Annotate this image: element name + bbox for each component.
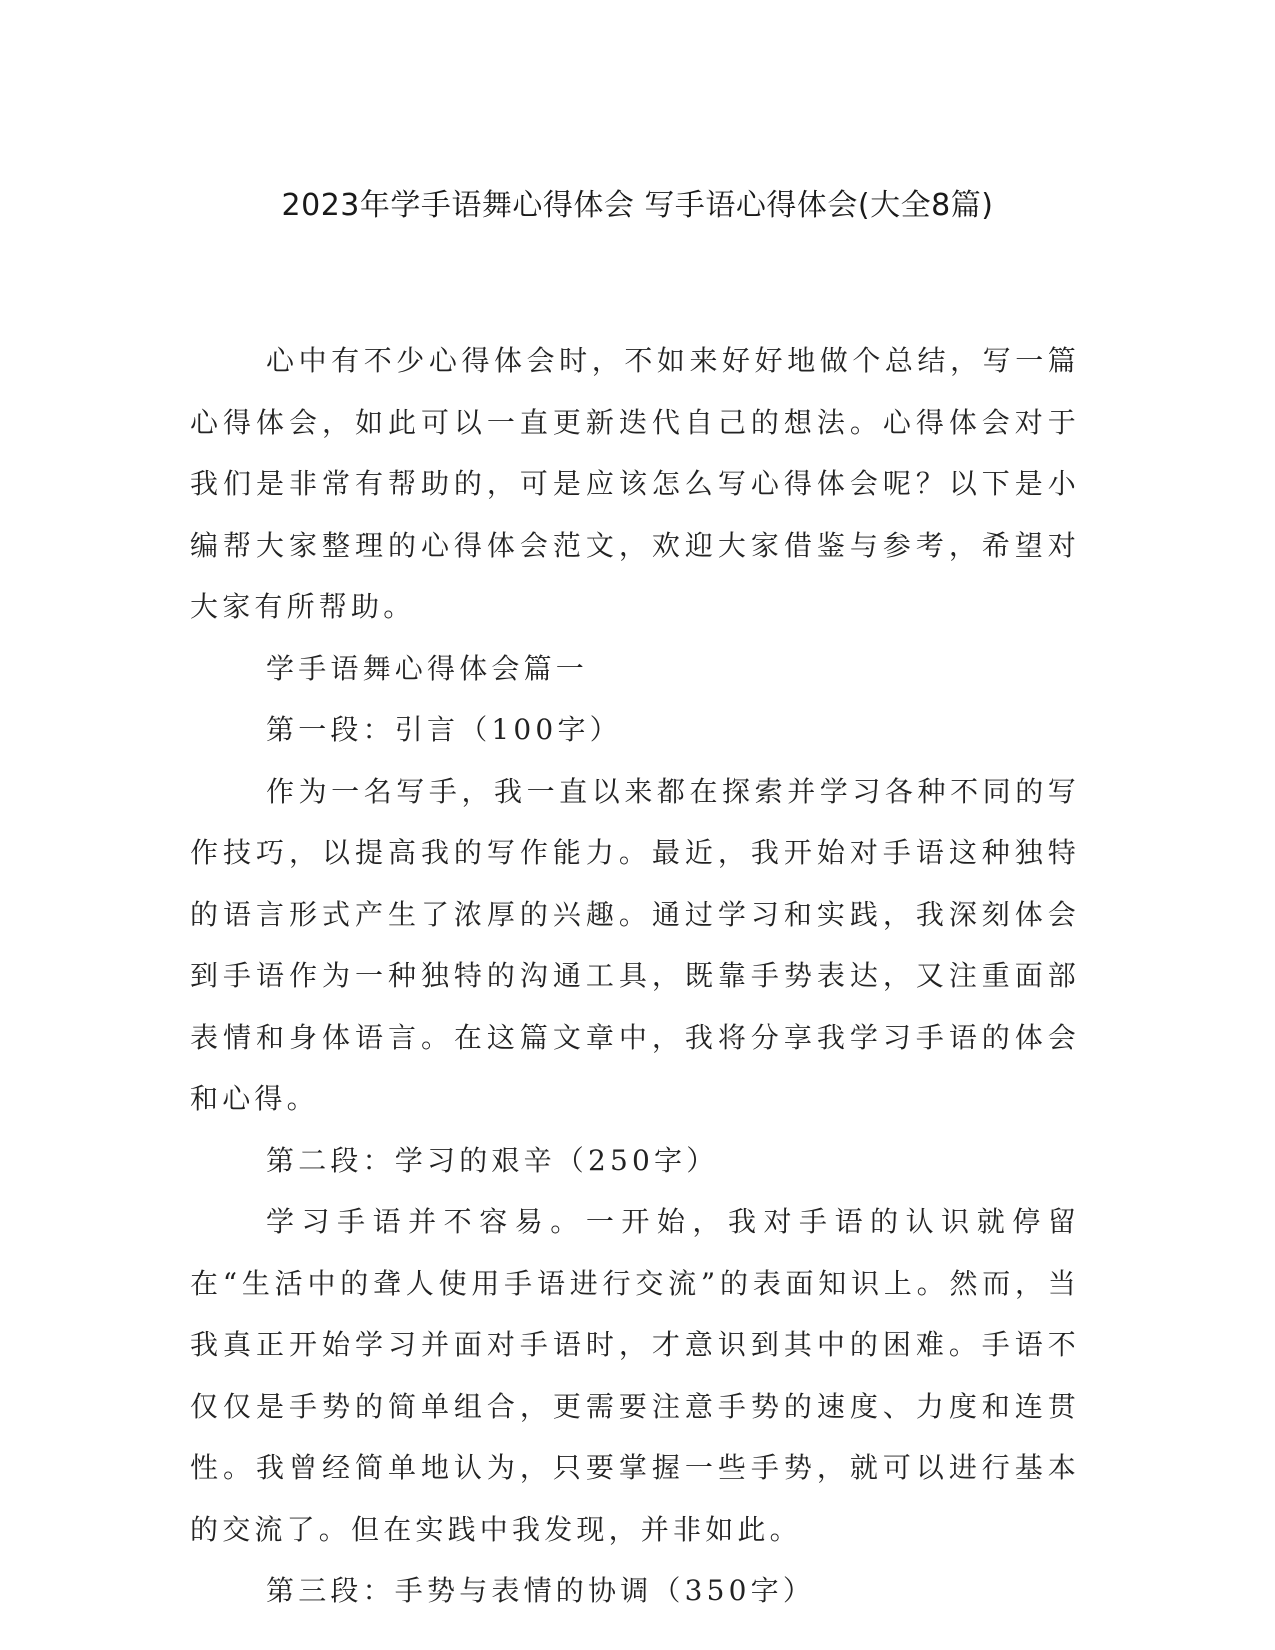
section2-paragraph: 学习手语并不容易。一开始，我对手语的认识就停留在“生活中的聋人使用手语进行交流”的表面知识上。然而，当我真正开始学习并面对手语时，才意识到其中的困难。手语不仅仅是手势的简单组合，更需要注意手势的速度、力度和连贯性。我曾经简单地认为，只要掌握一些手势，就可以进行基本的交流了。但在实践中我发现，并非如此。 bbox=[190, 1205, 1080, 1546]
section1-heading: 第一段：引言（100字） bbox=[266, 713, 622, 746]
document-title: 2023年学手语舞心得体会 写手语心得体会(大全8篇) bbox=[281, 188, 994, 223]
article-heading: 学手语舞心得体会篇一 bbox=[266, 651, 589, 685]
section3-heading: 第三段：手势与表情的协调（350字） bbox=[266, 1574, 816, 1607]
section2-heading: 第二段：学习的艰辛（250字） bbox=[266, 1143, 719, 1177]
section1-paragraph: 作为一名写手，我一直以来都在探索并学习各种不同的写作技巧，以提高我的写作能力。最近，我开始对手语这种独特的语言形式产生了浓厚的兴趣。通过学习和实践，我深刻体会到手语作为一种独特的沟通工具，既靠手势表达，又注重面部表情和身体语言。在这篇文章中，我将分享我学习手语的体会和心得。 bbox=[190, 774, 1080, 1115]
intro-paragraph: 心中有不少心得体会时，不如来好好地做个总结，写一篇心得体会，如此可以一直更新迭代自己的想法。心得体会对于我们是非常有帮助的，可是应该怎么写心得体会呢？以下是小编帮大家整理的心得体会范文，欢迎大家借鉴与参考，希望对大家有所帮助。 bbox=[190, 344, 1080, 623]
document-body bbox=[190, 330, 1080, 1622]
